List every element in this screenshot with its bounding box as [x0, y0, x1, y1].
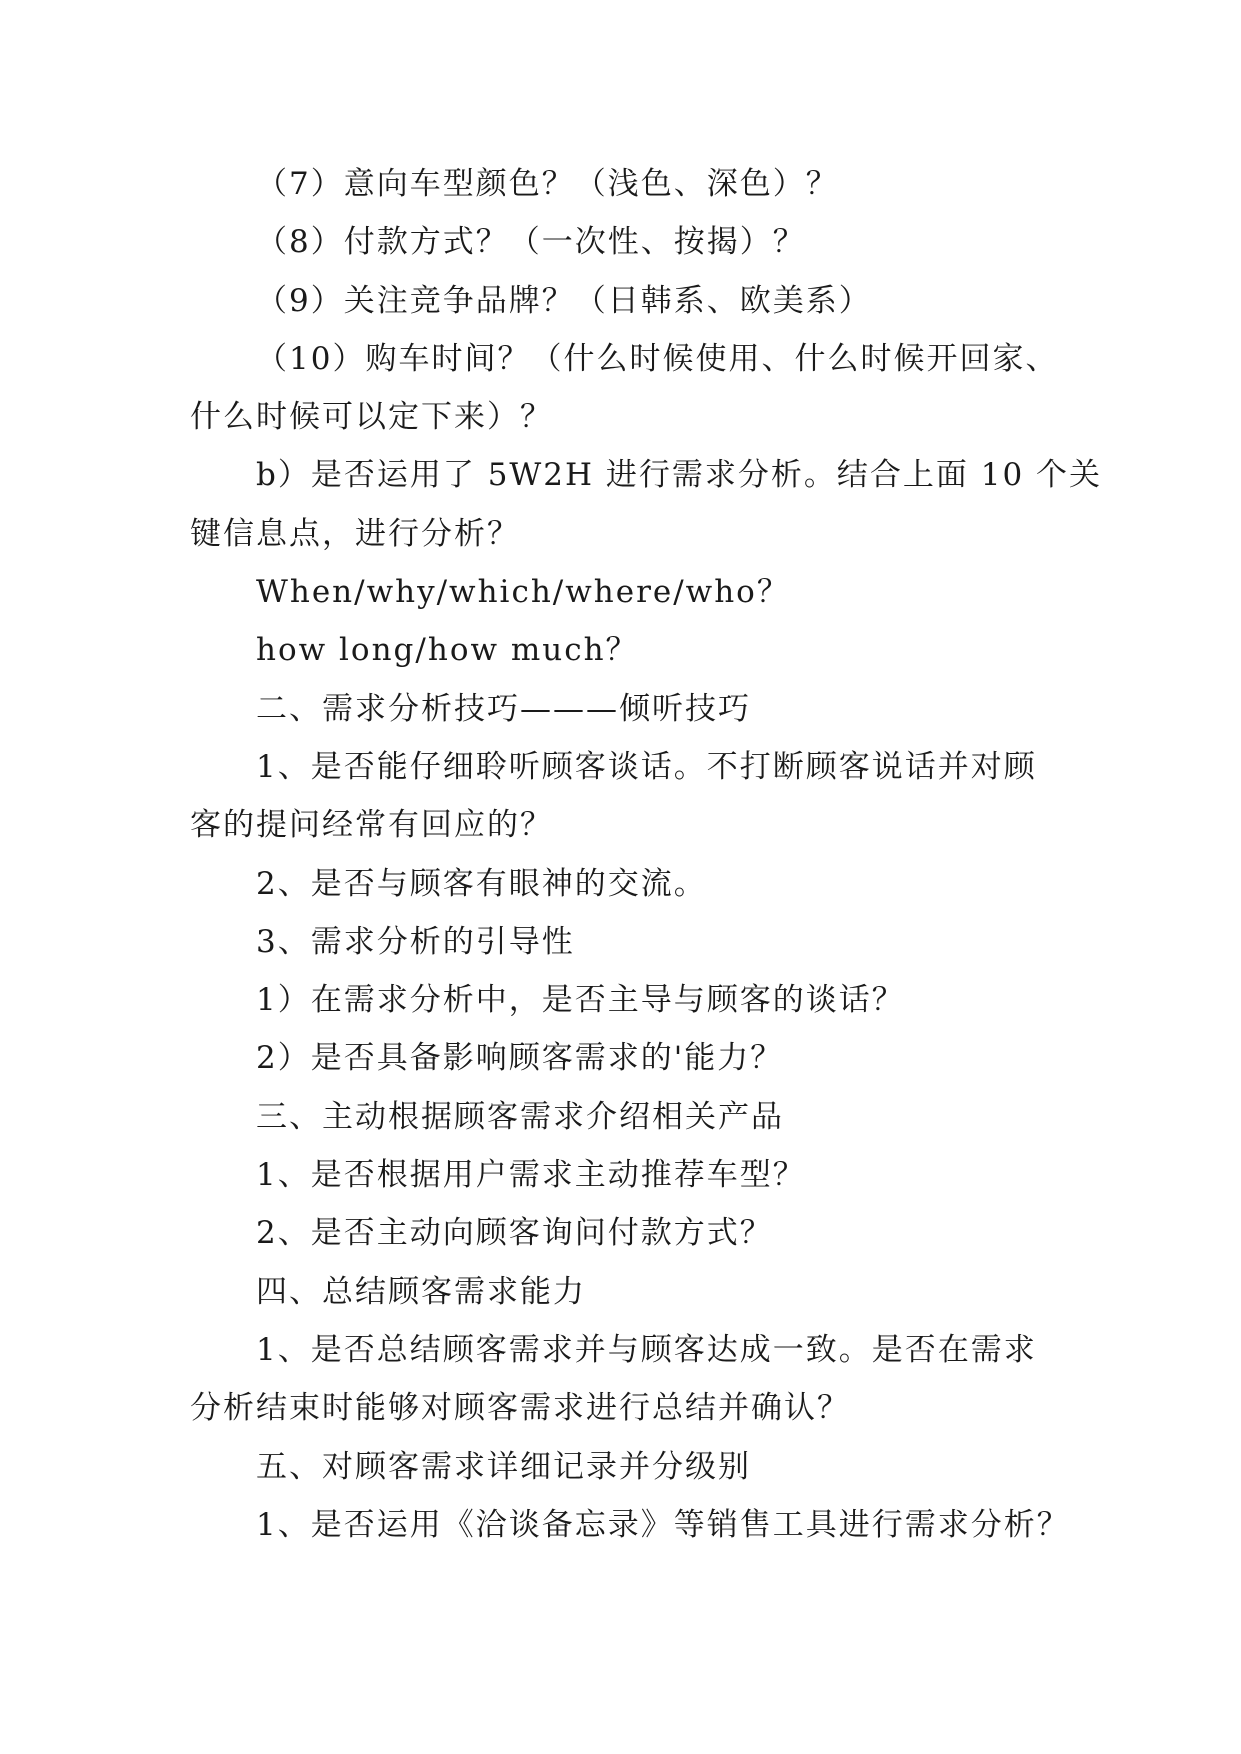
item-4-1-continued: 分析结束时能够对顾客需求进行总结并确认？ — [190, 1390, 850, 1427]
item-b-continued: 键信息点，进行分析？ — [190, 515, 520, 552]
item-4-1: 1、是否总结顾客需求并与顾客达成一致。是否在需求 — [256, 1331, 1037, 1368]
document-body — [190, 155, 1103, 1554]
section-heading-3: 三、主动根据顾客需求介绍相关产品 — [256, 1098, 784, 1135]
list-item-7: （7）意向车型颜色？（浅色、深色）？ — [256, 166, 839, 202]
section-heading-2: 二、需求分析技巧———倾听技巧 — [256, 690, 751, 727]
item-5-1: 1、是否运用《洽谈备忘录》等销售工具进行需求分析？ — [256, 1506, 1070, 1543]
list-item-10: （10）购车时间？（什么时候使用、什么时候开回家、 — [256, 340, 1059, 377]
section-heading-5: 五、对顾客需求详细记录并分级别 — [256, 1448, 751, 1485]
list-item-9: （9）关注竞争品牌？（日韩系、欧美系） — [256, 282, 872, 319]
item-2-1-continued: 客的提问经常有回应的？ — [190, 807, 553, 844]
item-2-3-1: 1）在需求分析中，是否主导与顾客的谈话？ — [256, 982, 905, 1019]
item-b: b）是否运用了 5W2H 进行需求分析。结合上面 10 个关 — [256, 457, 1103, 494]
list-item-10-continued: 什么时候可以定下来）？ — [190, 399, 553, 436]
section-heading-4: 四、总结顾客需求能力 — [256, 1273, 586, 1310]
question-words-line-1: When/why/which/where/who？ — [256, 574, 790, 611]
item-2-3: 3、需求分析的引导性 — [256, 923, 575, 960]
list-item-8: （8）付款方式？（一次性、按揭）？ — [256, 224, 806, 261]
item-3-2: 2、是否主动向顾客询问付款方式？ — [256, 1215, 773, 1252]
item-2-2: 2、是否与顾客有眼神的交流。 — [256, 865, 707, 902]
question-words-line-2: how long/how much？ — [256, 632, 639, 669]
item-3-1: 1、是否根据用户需求主动推荐车型？ — [256, 1157, 806, 1194]
item-2-3-2: 2）是否具备影响顾客需求的'能力？ — [256, 1040, 784, 1077]
item-2-1: 1、是否能仔细聆听顾客谈话。不打断顾客说话并对顾 — [256, 748, 1037, 785]
